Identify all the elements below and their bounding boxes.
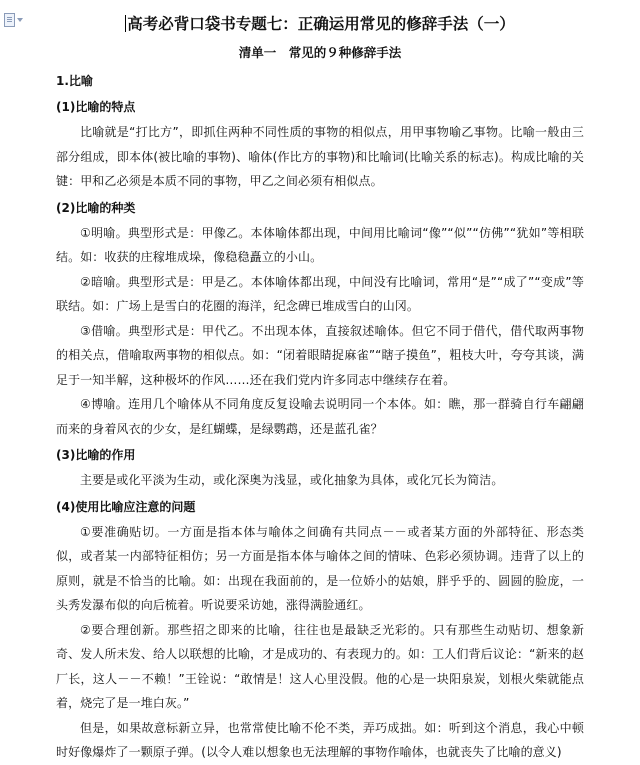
subsection-heading-notes: (4)使用比喻应注意的问题: [56, 499, 196, 514]
subsection-heading-function: (3)比喻的作用: [56, 448, 136, 462]
paragraph-simile: ①明喻。典型形式是：甲像乙。本体喻体都出现，中间用比喻词“像”“似”“仿佛”“犹如”等相联结。如：收获的庄稼堆成垛，像稳稳矗立的小山。: [56, 225, 584, 264]
paragraph-features: 比喻就是“打比方”，即抓住两种不同性质的事物的相似点，用甲事物喻乙事物。比喻一般由三部分组成，即本体(被比喻的事物)、喻体(作比方的事物)和比喻词(比喻关系的标志)。构成比喻的关键：甲和乙必须是本质不同的事物，甲乙之间必须有相似点。: [56, 125, 584, 188]
document-title: [56, 10, 584, 38]
document-title-text: 高考必背口袋书专题七：正确运用常见的修辞手法（一）: [127, 15, 515, 33]
document-sheet-icon: [4, 13, 15, 27]
section-heading-metaphor: 1.比喻: [56, 74, 93, 88]
paragraph-metaphor: ②暗喻。典型形式是：甲是乙。本体喻体都出现，中间没有比喻词，常用“是”“成了”“变成”等联结。如：广场上是雪白的花圈的海洋，纪念碑已堆成雪白的山冈。: [56, 274, 584, 313]
subsection-heading-features: (1)比喻的特点: [56, 100, 136, 114]
paragraph-caution: 但是，如果故意标新立异，也常常使比喻不伦不类，弄巧成拙。如：听到这个消息，我心中顿时好像爆炸了一颗原子弹。(以令人难以想象也无法理解的事物作喻体，也就丧失了比喻的意义): [56, 720, 584, 759]
document-subtitle: 清单一 常见的９种修辞手法: [238, 45, 402, 60]
paragraph-function: 主要是或化平淡为生动，或化深奥为浅显，或化抽象为具体，或化冗长为简洁。: [80, 473, 504, 487]
document-icon[interactable]: [4, 12, 30, 28]
paragraph-innovation: ②要合理创新。那些招之即来的比喻，往往也是最缺乏光彩的。只有那些生动贴切、想象新奇、发人所未发、给人以联想的比喻，才是成功的、有表现力的。如：工人们背后议论：“新来的赵厂长，这人－－不赖！”王铨说：“敢情是！这人心里没假。他的心是一块阳泉炭，划根火柴就能点着，烧完了是一堆白灰。”: [56, 622, 584, 710]
subsection-heading-types: (2)比喻的种类: [56, 200, 136, 215]
paragraph-accuracy: ①要准确贴切。一方面是指本体与喻体之间确有共同点－－或者某方面的外部特征、形态类似，或者某一内部特征相仿；另一方面是指本体与喻体之间的情味、色彩必须协调。违背了以上的原则，就是不恰当的比喻。如：出现在我面前的，是一位娇小的姑娘，胖乎乎的、圆圆的脸庞，一头秀发瀑布似的向后梳着。听说要采访她，涨得满脸通红。: [56, 524, 584, 612]
paragraph-borrowed-metaphor: ③借喻。典型形式是：甲代乙。不出现本体，直接叙述喻体。但它不同于借代，借代取两事物的相关点，借喻取两事物的相似点。如：“闭着眼睛捉麻雀”“瞎子摸鱼”，粗枝大叶，夸夸其谈，满足于一知半解，这种极坏的作风……还在我们党内许多同志中继续存在着。: [56, 323, 584, 387]
document-body[interactable]: [56, 6, 584, 765]
chevron-down-icon: [17, 18, 23, 22]
paragraph-extended-metaphor: ④博喻。连用几个喻体从不同角度反复设喻去说明同一个本体。如：瞧，那一群骑自行车翩翩而来的身着风衣的少女，是红蝴蝶，是绿鹦鹉，还是蓝孔雀？: [56, 397, 584, 436]
